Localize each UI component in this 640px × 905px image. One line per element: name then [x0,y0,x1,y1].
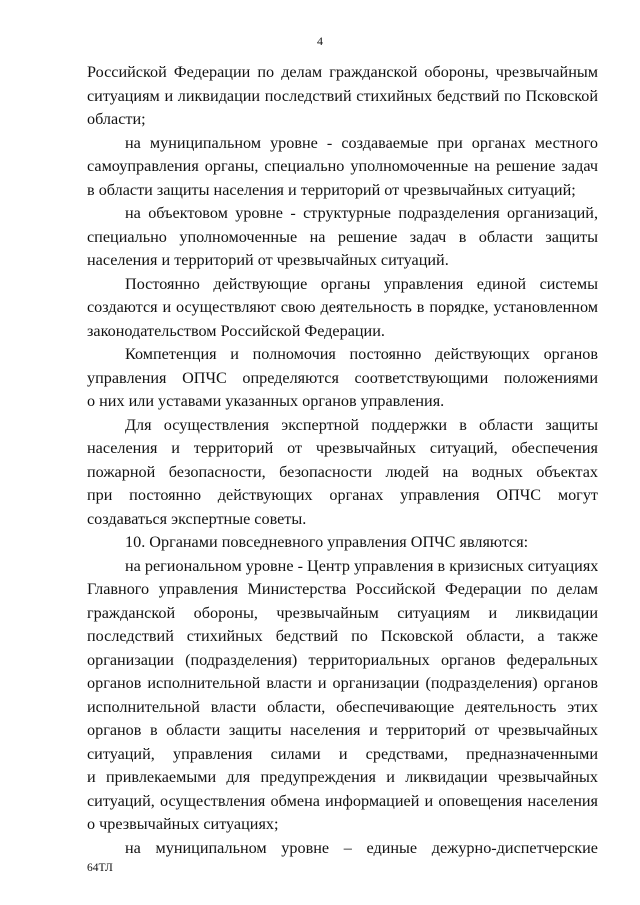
text-line: Для осуществления экспертной поддержки в области защиты [125,415,598,434]
text-line: Компетенция и полномочия постоянно действующих органов [125,345,598,363]
text-line: последствий стихийных бедствий по Псковской области, а также [87,627,598,645]
text-line: Постоянно действующие органы управления единой системы [125,274,598,293]
text-line: и привлекаемыми для предупреждения и ликвидации чрезвычайных [87,768,598,786]
text-line: управления ОПЧС определяются соответствующими положениями [87,368,598,387]
text-line: законодательством Российской Федерации. [87,321,385,340]
text-line: ситуаций, осуществления обмена информацией и оповещения населения [87,791,598,810]
page-number: 4 [317,34,323,48]
text-line: пожарной безопасности, безопасности людей на водных объектах [87,462,598,481]
text-line: органов в области защиты населения и территорий от чрезвычайных [87,721,598,739]
text-line: о них или уставами указанных органов управления. [87,392,445,410]
text-line: о чрезвычайных ситуациях; [87,815,279,833]
text-line: ситуаций, управления силами и средствами, предназначенными [87,744,598,763]
text-line: организации (подразделения) территориальных органов федеральных [87,650,598,669]
document-body [87,61,598,860]
text-line: на региональном уровне - Центр управления в кризисных ситуациях [125,556,598,575]
text-line: Главного управления Министерства Российской Федерации по делам [87,580,598,598]
text-line: Российской Федерации по делам гражданской обороны, чрезвычайным [87,63,598,81]
text-line: ситуациям и ликвидации последствий стихийных бедствий по Псковской [87,86,598,105]
text-line: гражданской обороны, чрезвычайным ситуациям и ликвидации [87,603,598,622]
text-line: специально уполномоченные на решение задач в области защиты [87,227,598,246]
text-line: в области защиты населения и территорий от чрезвычайных ситуаций; [87,180,576,199]
text-line: населения и территорий от чрезвычайных ситуаций. [87,251,449,269]
text-line: 10. Органами повседневного управления ОПЧС являются: [125,533,529,551]
document-code: 64ТЛ [87,862,113,874]
text-line: органов исполнительной власти и организации (подразделения) органов [87,674,598,692]
text-line: на муниципальном уровне – единые дежурно-диспетчерские [125,838,598,857]
text-line: исполнительной власти области, обеспечивающие деятельность этих [87,697,598,716]
text-line: самоуправления органы, специально уполномоченные на решение задач [87,157,598,175]
text-line: создаются и осуществляют свою деятельность в порядке, установленном [87,298,598,316]
text-line: на муниципальном уровне - создаваемые при органах местного [125,133,598,152]
text-line: создаваться экспертные советы. [87,509,307,528]
text-line: при постоянно действующих органах управления ОПЧС могут [87,486,598,504]
text-line: населения и территорий от чрезвычайных ситуаций, обеспечения [87,439,598,457]
text-line: области; [87,110,146,128]
text-line: на объектовом уровне - структурные подразделения организаций, [125,204,598,222]
